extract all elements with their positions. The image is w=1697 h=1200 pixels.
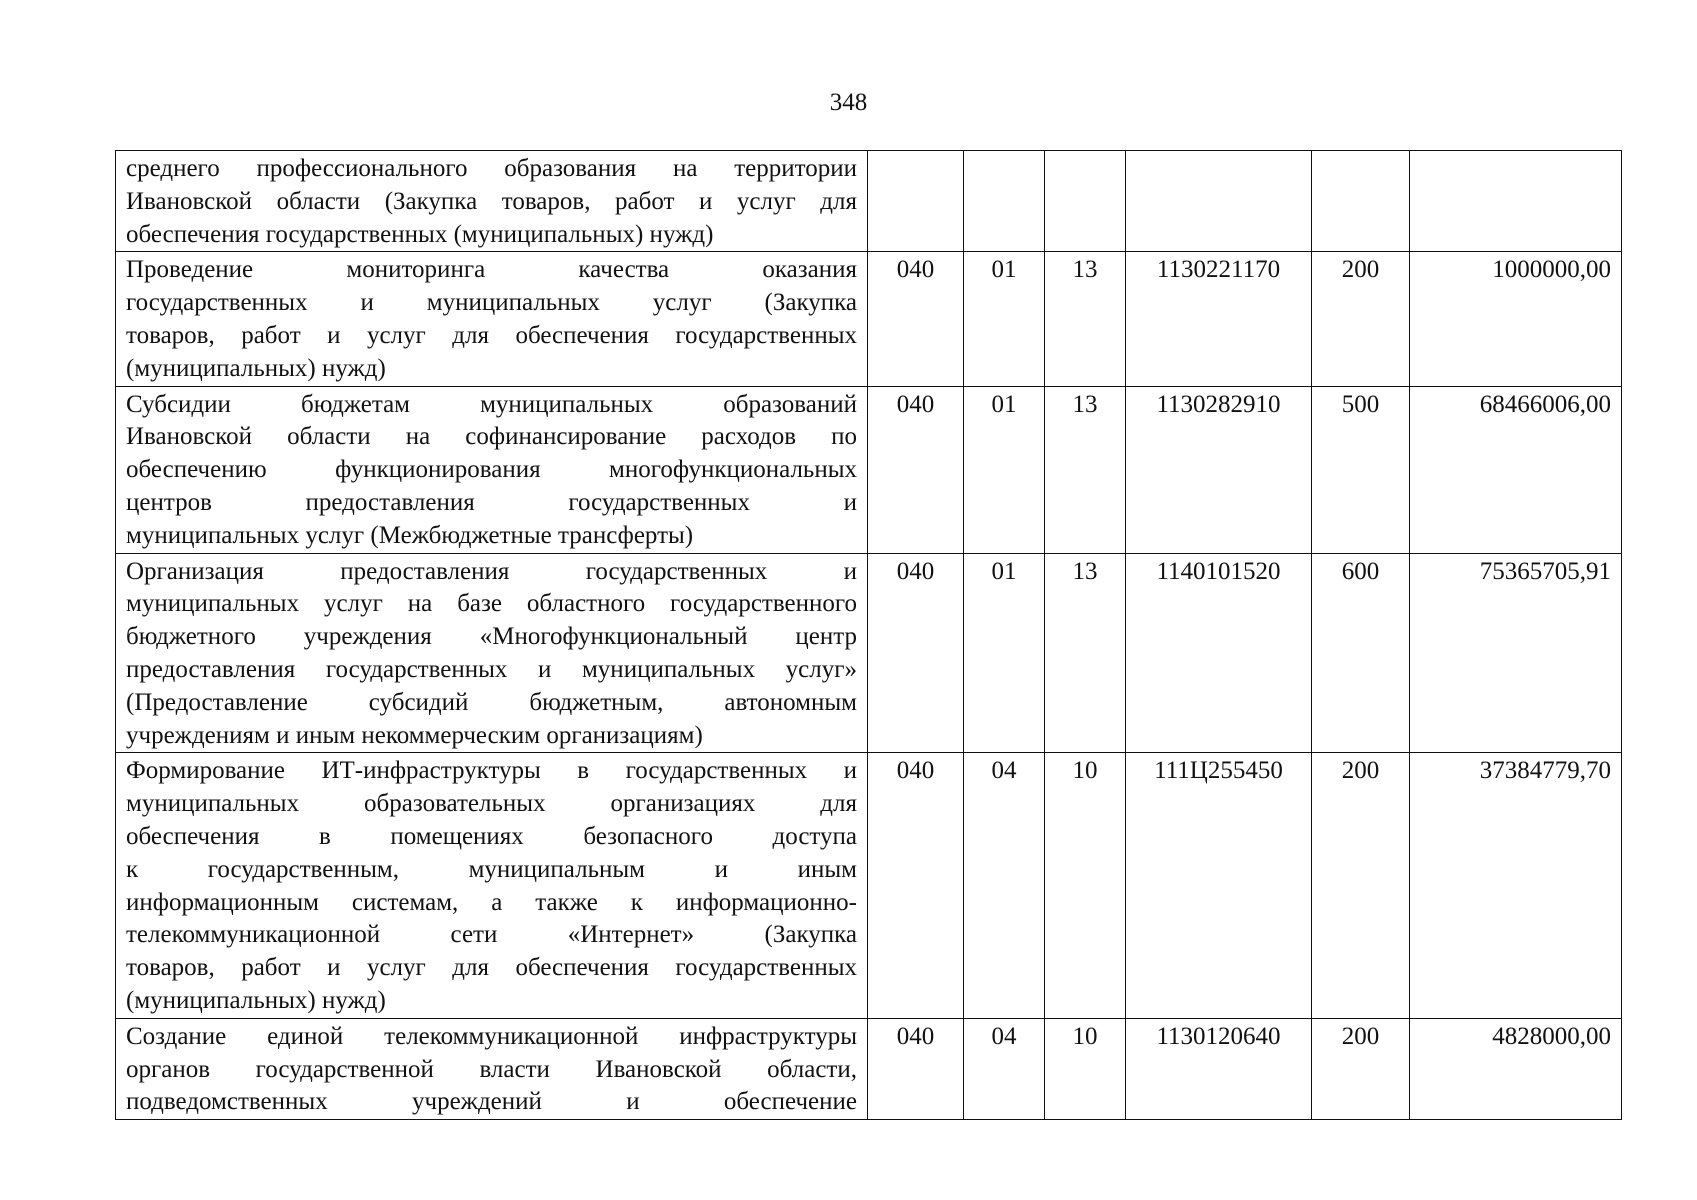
description-line: среднего профессионального образования на территории <box>126 155 857 182</box>
table-row <box>116 753 1622 1018</box>
description-line: Создание единой телекоммуникационной инфраструктуры <box>126 1022 857 1050</box>
subsection-code: 10 <box>1045 1018 1126 1119</box>
table-row <box>116 386 1622 553</box>
description-line: муниципальных услуг (Межбюджетные трансферты) <box>126 521 694 549</box>
ministry-code: 040 <box>868 1018 964 1119</box>
description-line: Организация предоставления государственных и <box>126 557 857 585</box>
expense-type-code: 200 <box>1312 252 1410 386</box>
target-article-code: 1130120640 <box>1126 1018 1312 1119</box>
description-line: товаров, работ и услуг для обеспечения государственных <box>126 321 857 349</box>
description-line: Ивановской области (Закупка товаров, работ и услуг для <box>126 187 857 215</box>
expense-type-code: 200 <box>1312 753 1410 1018</box>
expense-description <box>116 386 868 553</box>
description-line: Ивановской области на софинансирование расходов по <box>126 423 857 451</box>
description-line: муниципальных образовательных организациях для <box>126 790 857 818</box>
expense-description <box>116 553 868 753</box>
expense-type-code: 500 <box>1312 386 1410 553</box>
amount: 37384779,70 <box>1410 753 1622 1018</box>
expense-description <box>116 1018 868 1119</box>
section-code: 01 <box>964 386 1045 553</box>
amount: 1000000,00 <box>1410 252 1622 386</box>
table-row <box>116 151 1622 252</box>
description-line: информационным системам, а также к информационно- <box>126 888 857 916</box>
target-article-code: 111Ц255450 <box>1126 753 1312 1018</box>
amount: 4828000,00 <box>1410 1018 1622 1119</box>
section-code: 01 <box>964 252 1045 386</box>
subsection-code: 13 <box>1045 386 1126 553</box>
table-row <box>116 553 1622 753</box>
ministry-code: 040 <box>868 553 964 753</box>
subsection-code: 13 <box>1045 553 1126 753</box>
target-article-code <box>1126 151 1312 252</box>
expense-type-code <box>1312 151 1410 252</box>
description-line: (муниципальных) нужд) <box>126 986 386 1014</box>
description-line: обеспечения государственных (муниципальных) нужд) <box>126 220 714 248</box>
ministry-code: 040 <box>868 753 964 1018</box>
description-line: центров предоставления государственных и <box>126 488 857 516</box>
section-code: 04 <box>964 1018 1045 1119</box>
page-number: 348 <box>829 89 868 116</box>
section-code <box>964 151 1045 252</box>
amount: 68466006,00 <box>1410 386 1622 553</box>
description-line: органов государственной власти Ивановской области, <box>126 1055 857 1083</box>
expense-description <box>116 252 868 386</box>
target-article-code: 1130221170 <box>1126 252 1312 386</box>
expense-description <box>116 753 868 1018</box>
ministry-code: 040 <box>868 252 964 386</box>
subsection-code: 10 <box>1045 753 1126 1018</box>
description-line: телекоммуникационной сети «Интернет» (Закупка <box>126 921 857 949</box>
description-line: подведомственных учреждений и обеспечение <box>126 1088 857 1116</box>
ministry-code <box>868 151 964 252</box>
section-code: 01 <box>964 553 1045 753</box>
description-line: к государственным, муниципальным и иным <box>126 855 857 883</box>
description-line: Субсидии бюджетам муниципальных образований <box>126 390 857 418</box>
description-line: учреждениям и иным некоммерческим организациям) <box>126 721 703 749</box>
expense-description <box>116 151 868 252</box>
description-line: муниципальных услуг на базе областного государственного <box>126 590 857 618</box>
description-line: (Предоставление субсидий бюджетным, автономным <box>126 688 857 716</box>
table-row <box>116 252 1622 386</box>
description-line: товаров, работ и услуг для обеспечения государственных <box>126 954 857 982</box>
description-line: предоставления государственных и муниципальных услуг» <box>126 655 857 683</box>
subsection-code: 13 <box>1045 252 1126 386</box>
table-row <box>116 1018 1622 1119</box>
section-code: 04 <box>964 753 1045 1018</box>
expense-type-code: 600 <box>1312 553 1410 753</box>
subsection-code <box>1045 151 1126 252</box>
description-line: государственных и муниципальных услуг (Закупка <box>126 289 857 317</box>
amount: 75365705,91 <box>1410 553 1622 753</box>
description-line: обеспечению функционирования многофункциональных <box>126 456 857 484</box>
description-line: бюджетного учреждения «Многофункциональный центр <box>126 623 857 651</box>
ministry-code: 040 <box>868 386 964 553</box>
description-line: Формирование ИТ-инфраструктуры в государственных и <box>126 757 857 785</box>
description-line: (муниципальных) нужд) <box>126 354 386 382</box>
description-line: Проведение мониторинга качества оказания <box>126 256 857 284</box>
target-article-code: 1140101520 <box>1126 553 1312 753</box>
description-line: обеспечения в помещениях безопасного доступа <box>126 822 857 850</box>
expense-type-code: 200 <box>1312 1018 1410 1119</box>
budget-table <box>115 150 1622 1120</box>
target-article-code: 1130282910 <box>1126 386 1312 553</box>
amount <box>1410 151 1622 252</box>
